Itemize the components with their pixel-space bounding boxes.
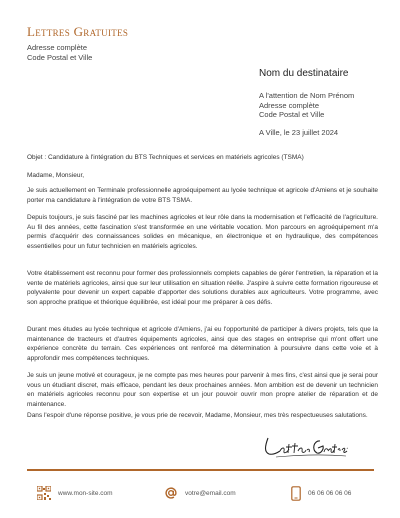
sender-postal-city: Code Postal et Ville [27, 52, 93, 62]
handwritten-signature [262, 432, 352, 460]
footer-email-text[interactable]: votre@email.com [185, 489, 236, 497]
footer-divider [27, 469, 374, 471]
brand-name: Lettres Gratuites [27, 24, 129, 39]
letter-paragraph: Durant mes études au lycée technique et agricole d'Amiens, j'ai eu l'opportunité de participer à divers projets, tels que la maintenance de tracteurs et d'autres équipements agricoles, ainsi que des stages en entreprise qui m'ont offert une expérience concrète du terrain. Ces expériences ont renforcé ma détermination à poursuivre dans cette voie et à approfondir mes compétences techniques. [27, 326, 378, 362]
sender-address: Adresse complète [27, 43, 88, 52]
recipient-attention: A l'attention de Nom Prénom [259, 91, 355, 100]
letter-paragraph: Je suis un jeune motivé et courageux, je ne compte pas mes heures pour parvenir à mes fins, c'est ainsi que je serai pour vous un étudiant discret, mais efficace, pendant les deux prochaines années. Mon ambition est de devenir un technicien en matériels agricoles reconnu pour son expertise et un jour pouvoir ouvrir mon propre atelier de réparation et de maintenance. [27, 372, 378, 408]
footer-phone-text[interactable]: 06 06 06 06 06 [308, 489, 352, 497]
recipient-postal-city: Code Postal et Ville [259, 110, 325, 119]
letter-paragraph: Votre établissement est reconnu pour former des professionnels complets capables de gérer l'entretien, la réparation et la vente de matériels agricoles, ainsi que sur leur utilisation en situation réelle. J'aspire à suivre cette formation rigoureuse et polyvalente pour devenir un expert capable d'apporter des solutions durables aux agriculteurs. Votre programme, avec son approche pratique et théorique équilibrée, est idéal pour me préparer à ces défis. [27, 270, 378, 306]
footer-site-text[interactable]: www.mon-site.com [58, 489, 113, 497]
letter-paragraph: Depuis toujours, je suis fasciné par les machines agricoles et leur rôle dans la modernisation et l'efficacité de l'agriculture. Au fil des années, cette fascination s'est transformée en une véritable vocation. Mon parcours en agroéquipement m'a permis d'acquérir des connaissances solides en mécanique, en électronique et en hydraulique, des compétences essentielles pour un futur technicien en matériels agricoles. [27, 214, 378, 250]
letter-paragraph: Dans l'espoir d'une réponse positive, je vous prie de recevoir, Madame, Monsieur, mes très respectueuses salutations. [27, 412, 368, 419]
recipient-address: Adresse complète [259, 100, 320, 110]
footer-phone [291, 483, 351, 503]
at-sign-icon [164, 486, 178, 500]
sender-address-block [27, 43, 92, 62]
letter-date: A Ville, le 23 juillet 2024 [259, 128, 339, 137]
footer-email [164, 483, 236, 503]
recipient-name: Nom du destinataire [259, 68, 349, 79]
smartphone-icon [291, 486, 301, 501]
footer-website [37, 483, 113, 503]
letter-greeting: Madame, Monsieur, [27, 172, 85, 179]
qr-code-icon [37, 486, 51, 500]
letter-object: Objet : Candidature à l'intégration du BTS Techniques et services en matériels agricoles (TSMA) [27, 154, 304, 161]
recipient-address-block [259, 91, 354, 120]
letter-paragraph: Je suis actuellement en Terminale professionnelle agroéquipement au lycée technique et agricole d'Amiens et je souhaite porter ma candidature à l'intégration de votre BTS TSMA. [27, 187, 378, 204]
